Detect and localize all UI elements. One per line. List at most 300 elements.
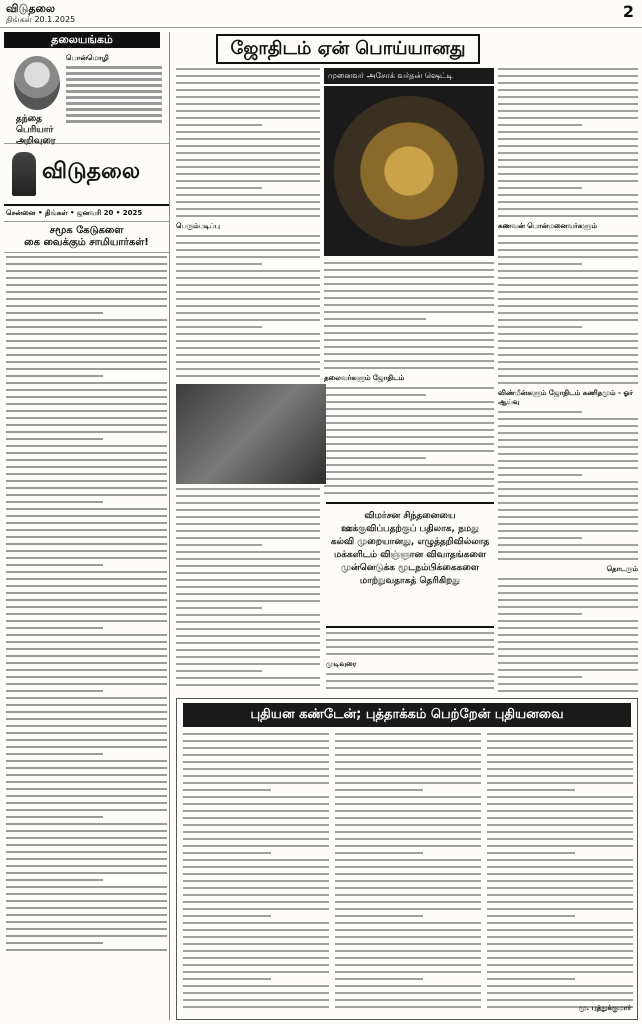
text-line [326,673,494,675]
text-line [183,880,329,882]
text-line [324,443,494,445]
text-line [6,445,167,447]
text-line [176,523,320,525]
text-line [6,571,167,573]
text-line [176,131,320,133]
logo-box [4,144,169,206]
text-line [498,418,638,420]
article-column-2 [324,262,494,498]
text-line [183,901,329,903]
text-line [176,551,320,553]
text-line [498,152,638,154]
text-line [183,782,329,784]
text-line [498,606,638,608]
text-line [326,687,494,689]
text-line [176,208,320,210]
text-line [6,585,167,587]
text-line [324,332,494,334]
text-line [487,803,633,805]
text-line [324,415,494,417]
text-line [6,417,167,419]
text-line [487,852,575,854]
text-line [487,936,633,938]
text-line [498,215,638,217]
text-line [335,740,481,742]
text-line [176,614,320,616]
text-line [176,305,320,307]
text-line [6,263,167,265]
text-line [498,117,638,119]
text-line [487,782,633,784]
text-line [498,354,638,356]
text-line [498,361,638,363]
section-title: தலையங்கம் [4,32,160,48]
text-line [6,452,167,454]
text-line [6,599,167,601]
text-line [176,488,320,490]
author-signature: மு. புத்துக்குமார் [578,1004,631,1012]
text-line [6,697,167,699]
bottom-article [176,698,638,1020]
text-line [176,593,320,595]
text-line [176,298,320,300]
text-line [498,676,582,678]
text-line [498,208,638,210]
text-line [6,935,167,937]
text-line [6,613,167,615]
text-line [324,471,494,473]
text-line [176,96,320,98]
text-line [6,403,167,405]
text-line [6,746,167,748]
text-line [335,915,423,917]
text-line [335,845,481,847]
text-line [6,508,167,510]
text-line [498,634,638,636]
text-line [6,732,167,734]
text-line [487,957,633,959]
text-line [498,235,638,237]
text-line [498,89,638,91]
article-column-2b [326,632,494,694]
text-line [487,824,633,826]
text-line [176,572,320,574]
pull-quote: விமர்சன சிந்தனையை ஊக்குவிப்பதற்குப் பதிலாக, நமது கல்வி முறையானது, எழுத்தறிவில்லாத மக்களிடம் விஞ்ஞான விவாதங்களை முன்னெடுக்க மூடநம்பிக்கைகளை மாற்றுவதாகத் தெரிகிறது [326,502,494,628]
text-line [6,872,167,874]
text-line [335,950,481,952]
text-line [183,887,329,889]
text-line [6,802,167,804]
text-line [176,249,320,251]
text-line [176,347,320,349]
text-line [498,347,638,349]
text-line [498,284,638,286]
text-line [324,367,494,369]
text-line [498,103,638,105]
text-line [183,845,329,847]
text-line [6,704,167,706]
text-line [487,789,575,791]
text-line [335,992,481,994]
text-line [6,543,167,545]
text-line [176,68,320,70]
text-line [176,117,320,119]
text-line [498,474,582,476]
text-line [6,354,167,356]
text-line [183,936,329,938]
text-line [183,964,329,966]
text-line [498,446,638,448]
text-line [487,992,633,994]
text-line [183,796,329,798]
text-line [176,263,262,265]
text-line [498,613,582,615]
text-line [176,537,320,539]
text-line [498,173,638,175]
text-line [183,971,329,973]
text-line [6,851,167,853]
subhead-2: தலைவர்களும் ஜோதிடம் [324,374,405,382]
text-line [176,166,320,168]
text-line [183,922,329,924]
text-line [6,298,167,300]
text-line [324,450,494,452]
text-line [183,978,271,980]
text-line [6,907,167,909]
text-line [176,684,320,686]
text-line [498,655,638,657]
masthead: விடுதலை [6,2,56,15]
text-line [498,291,638,293]
text-line [498,312,638,314]
text-line [498,537,582,539]
text-line [6,578,167,580]
text-line [335,1006,481,1008]
page-header [0,0,642,28]
subhead-5: முடிவுரை [326,660,357,668]
text-line [498,256,638,258]
text-line [176,649,320,651]
text-line [176,635,320,637]
text-line [176,607,262,609]
text-line [498,641,638,643]
text-line [335,985,481,987]
text-line [6,795,167,797]
text-line [324,401,494,403]
text-line [335,859,481,861]
text-line [6,886,167,888]
text-line [6,459,167,461]
bottom-column-1 [183,733,329,1015]
text-line [183,894,329,896]
text-line [6,648,167,650]
text-line [6,788,167,790]
text-line [498,516,638,518]
text-line [498,298,638,300]
text-line [487,901,633,903]
text-line [498,662,638,664]
text-line [335,936,481,938]
text-line [183,985,329,987]
text-line [176,565,320,567]
text-line [498,509,638,511]
editorial-body [4,253,169,959]
text-line [498,669,638,671]
text-line [324,262,494,264]
text-line [335,964,481,966]
text-line [335,978,423,980]
text-line [176,75,320,77]
text-line [335,929,481,931]
text-line [335,901,481,903]
text-line [324,353,494,355]
text-line [498,481,638,483]
text-line [487,873,633,875]
text-line [176,628,320,630]
text-line [183,859,329,861]
text-line [487,894,633,896]
text-line [183,810,329,812]
text-line [487,880,633,882]
text-line [176,354,320,356]
text-line [335,817,481,819]
text-line [6,340,167,342]
signoff: தொடரும் [606,565,638,573]
subhead-4: விண்மீன்களும் ஜோதிடம் கணிதமும் - ஓர் ஆய்வு [498,389,633,406]
text-line [176,180,320,182]
text-line [6,816,103,818]
text-line [6,928,167,930]
text-line [6,942,103,944]
text-line [176,152,320,154]
text-line [6,466,167,468]
text-line [498,439,638,441]
text-line [6,809,167,811]
text-line [498,648,638,650]
text-line [183,775,329,777]
text-line [176,103,320,105]
text-line [335,789,423,791]
text-line [498,425,638,427]
text-line [6,774,167,776]
text-line [487,740,633,742]
text-line [335,761,481,763]
text-line [6,326,167,328]
text-line [176,110,320,112]
quote-title: பொன்மொழி [66,54,109,62]
text-line [487,768,633,770]
text-line [498,382,638,384]
text-line [176,333,320,335]
text-line [6,396,167,398]
text-line [6,823,167,825]
text-line [6,620,167,622]
text-line [487,866,633,868]
text-line [6,683,167,685]
text-line [176,516,320,518]
text-line [176,312,320,314]
text-line [324,422,494,424]
text-line [335,796,481,798]
text-line [335,908,481,910]
text-line [176,586,320,588]
text-line [176,194,320,196]
text-line [6,494,167,496]
text-line [183,1006,329,1008]
text-line [176,319,320,321]
text-line [6,389,167,391]
text-line [498,411,582,413]
text-line [324,318,426,320]
text-line [498,326,582,328]
text-line [6,487,167,489]
article-column-1 [176,68,320,378]
text-line [6,858,167,860]
text-line [6,879,103,881]
text-line [6,256,167,258]
text-line [176,677,320,679]
page-number: 2 [622,2,634,21]
text-line [183,733,329,735]
text-line [6,557,167,559]
text-line [176,621,320,623]
text-line [498,523,638,525]
text-line [6,361,167,363]
text-line [176,270,320,272]
text-line [335,887,481,889]
text-line [6,641,167,643]
text-line [6,606,167,608]
text-line [176,375,320,377]
text-line [498,305,638,307]
article-column-1b [176,488,320,694]
text-line [498,592,638,594]
text-line [6,830,167,832]
text-line [498,201,638,203]
text-line [498,502,638,504]
text-line [324,297,494,299]
text-line [487,943,633,945]
text-line [6,760,167,762]
text-line [498,82,638,84]
text-line [324,276,494,278]
text-line [6,921,167,923]
text-line [6,564,103,566]
text-line [6,410,167,412]
text-line [176,368,320,370]
text-line [498,627,638,629]
text-line [335,782,481,784]
text-line [498,467,638,469]
text-line [498,460,638,462]
text-line [176,579,320,581]
text-line [324,269,494,271]
text-line [487,754,633,756]
text-line [183,929,329,931]
text-line [487,817,633,819]
text-line [487,971,633,973]
text-line [6,627,103,629]
text-line [335,768,481,770]
text-line [335,754,481,756]
text-line [183,915,271,917]
text-line [498,75,638,77]
text-line [176,495,320,497]
text-line [498,620,638,622]
text-line [335,957,481,959]
text-line [498,159,638,161]
bottom-headline: புதியன கண்டேன்; புத்தாக்கம் பெற்றேன் புதியனவை [183,703,631,727]
text-line [176,509,320,511]
text-line [498,578,638,580]
text-line [6,431,167,433]
text-line [487,838,633,840]
text-line [6,312,103,314]
text-line [176,284,320,286]
text-line [498,432,638,434]
text-line [498,124,582,126]
text-line [183,999,329,1001]
text-line [335,852,423,854]
text-line [183,831,329,833]
text-line [183,747,329,749]
text-line [335,775,481,777]
text-line [176,361,320,363]
hero-image [324,86,494,256]
text-line [498,131,638,133]
text-line [6,529,167,531]
text-line [498,683,638,685]
text-line [183,992,329,994]
text-line [6,536,167,538]
text-line [6,767,167,769]
text-line [6,676,167,678]
text-line [498,263,582,265]
text-line [183,824,329,826]
text-line [498,194,638,196]
text-line [6,837,167,839]
text-line [487,831,633,833]
text-line [6,914,167,916]
article-headline: ஜோதிடம் ஏன் பொய்யானது [216,34,480,64]
text-line [6,480,167,482]
text-line [176,656,320,658]
text-line [183,740,329,742]
text-line [335,733,481,735]
quote-box [4,48,169,144]
text-line [498,242,638,244]
text-line [487,915,575,917]
text-line [6,522,167,524]
text-line [498,166,638,168]
text-line [176,235,320,237]
text-line [183,873,329,875]
text-line [6,333,167,335]
text-line [6,669,167,671]
text-line [335,810,481,812]
text-line [324,346,494,348]
text-line [324,408,494,410]
text-line [498,368,638,370]
text-line [176,277,320,279]
text-line [6,634,167,636]
text-line [335,824,481,826]
logo-figure [12,152,36,196]
text-line [6,900,167,902]
editorial-headline: சமூக கேடுகளை கை வைக்கும் சாமியார்கள்! [4,222,169,253]
text-line [498,96,638,98]
text-line [498,530,638,532]
